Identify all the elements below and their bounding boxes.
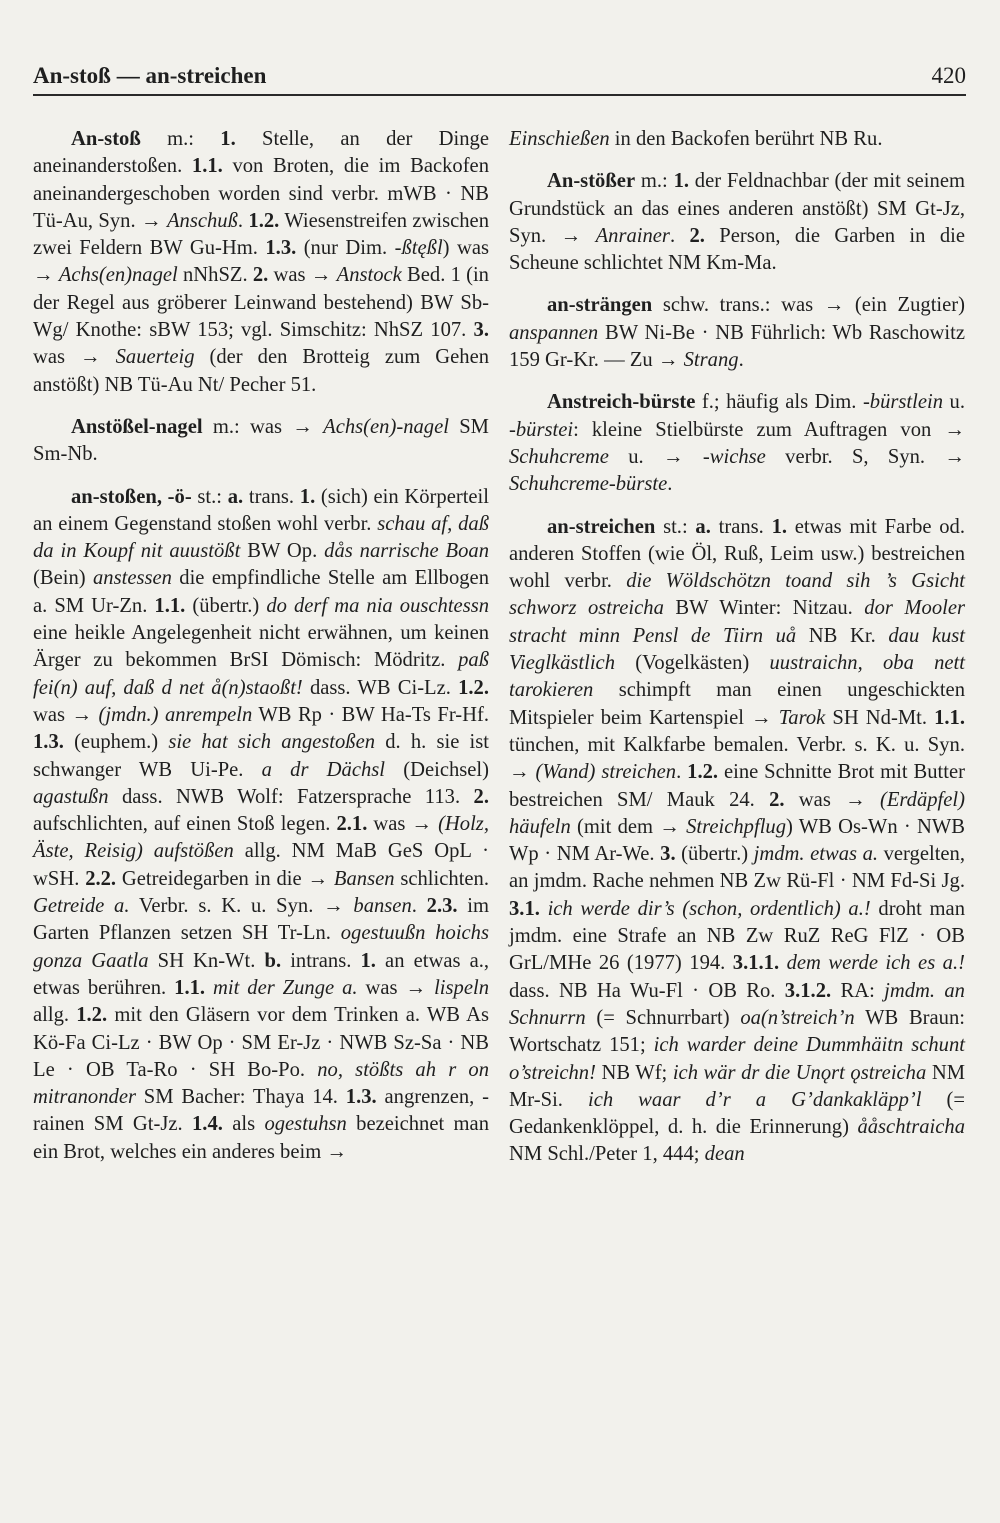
entry-an-straengen: an-strängen schw. trans.: was → (ein Zugtier) anspannen BW Ni-Be · NB Führlich: Wb Raschowitz 159 Gr-Kr. — Zu → Strang. <box>509 294 965 372</box>
entry-an-stoesser: An-stößer m.: 1. der Feldnachbar (der mit seinem Grundstück an das eines anderen anstößt) SM Gt-Jz, Syn. → Anrainer. 2. Person, die Garben in die Scheune schlichtet NM Km-Ma. <box>509 170 965 275</box>
page-number: 420 <box>931 63 966 88</box>
header-rule <box>33 94 966 96</box>
entry-an-stossen: an-stoßen, -ö- st.: a. trans. 1. (sich) ein Körperteil an einem Gegenstand stoßen wohl verbr. schau af, daß da in Koupf nit auustößt BW Op. dås narrische Boan (Bein) anstessen die empfindliche Stelle am Ellbogen a. SM Ur-Zn. 1.1. (übertr.) do derf ma nia ouschtessn eine heikle Angelegenheit nicht erwähnen, um keinen Ärger zu bekommen BrSI Dömisch: Mödritz. paß fei(n) auf, daß d net å(n)staoßt! dass. WB Ci-Lz. 1.2. was → (jmdn.) anrempeln WB Rp · BW Ha-Ts Fr-Hf. 1.3. (euphem.) sie hat sich angestoßen d. h. sie ist schwanger WB Ui-Pe. a dr Dächsl (Deichsel) agastußn dass. NWB Wolf: Fatzersprache 113. 2. aufschlichten, auf einen Stoß legen. 2.1. was → (Holz, Äste, Reisig) aufstößen allg. NM MaB GeS OpL · wSH. 2.2. Getreidegarben in die → Bansen schlichten. Getreide a. Verbr. s. K. u. Syn. → bansen. 2.3. im Garten Pflanzen setzen SH Tr-Ln. ogestuußn hoichs gonza Gaatla SH Kn-Wt. b. intrans. 1. an etwas a., etwas berühren. 1.1. mit der Zunge a. was → lispeln allg. 1.2. mit den Gläsern vor dem Trinken a. WB As Kö-Fa Ci-Lz · BW Op · SM Er-Jz · NWB Sz-Sa · NB Le · OB Ta-Ro · SH Bo-Po. no, stößts ah r on mitranonder SM Bacher: Thaya 14. 1.3. angrenzen, -rainen SM Gt-Jz. 1.4. als ogestuhsn bezeichnet man ein Brot, welches ein anderes beim → <box>33 485 490 1163</box>
left-column <box>33 126 489 1181</box>
right-column <box>509 126 965 1184</box>
entry-anstoessel-nagel: Anstößel-nagel m.: was → Achs(en)-nagel SM Sm-Nb. <box>33 415 489 466</box>
page-title: An-stoß — an-streichen <box>33 63 267 88</box>
entry-an-stossen-cont: Einschießen in den Backofen berührt NB Ru. <box>509 128 883 150</box>
entry-anstreich-buerste: Anstreich-bürste f.; häufig als Dim. -bürstlein u. -bürstei: kleine Stielbürste zum Auftragen von → Schuhcreme u. → -wichse verbr. S, Syn. → Schuhcreme-bürste. <box>509 391 965 496</box>
entry-an-streichen: an-streichen st.: a. trans. 1. etwas mit Farbe od. anderen Stoffen (wie Öl, Ruß, Leim usw.) bestreichen wohl verbr. die Wöldschötzn toand sih ’s Gsicht schworz ostreicha BW Winter: Nitzau. dor Mooler stracht minn Pensl de Tiirn uå NB Kr. dau kust Vieglkästlich (Vogelkästen) uustraichn, oba nett tarokieren schimpft man einen ungeschickten Mitspieler beim Kartenspiel → Tarok SH Nd-Mt. 1.1. tünchen, mit Kalkfarbe bemalen. Verbr. s. K. u. Syn. → (Wand) streichen. 1.2. eine Schnitte Brot mit Butter bestreichen SM/ Mauk 24. 2. was → (Erdäpfel) häufeln (mit dem → Streichpflug) WB Os-Wn · NWB Wp · NM Ar-We. 3. (übertr.) jmdm. etwas a. vergelten, an jmdm. Rache nehmen NB Zw Rü-Fl · NM Fd-Si Jg. 3.1. ich werde dir’s (schon, ordentlich) a.! droht man jmdm. eine Strafe an NB Zw RuZ ReG FlZ · OB GrL/MHe 26 (1977) 194. 3.1.1. dem werde ich es a.! dass. NB Ha Wu-Fl · OB Ro. 3.1.2. RA: jmdm. an Schnurrn (= Schnurrbart) oa(n’streich’n WB Braun: Wortschatz 151; ich warder deine Dummhäitn schunt o’streichn! NB Wf; ich wär dr die Unǫrt ǫstreicha NM Mr-Si. ich waar d’r a G’dankakläpp’l (= Gedankenklöppel, d. h. die Erinnerung) ååschtraicha NM Schl./Peter 1, 444; dean <box>509 515 966 1166</box>
entry-an-stoss: An-stoß m.: 1. Stelle, an der Dinge aneinanderstoßen. 1.1. von Broten, die im Backofen aneinandergeschoben worden sind verbr. mWB · NB Tü-Au, Syn. → Anschuß. 1.2. Wiesenstreifen zwischen zwei Feldern BW Gu-Hm. 1.3. (nur Dim. -ßtęßl) was → Achs(en)nagel nNhSZ. 2. was → Anstock Bed. 1 (in der Regel aus gröberer Leinwand bestehend) BW Sb-Wg/ Knothe: sBW 153; vgl. Simschitz: NhSZ 107. 3. was → Sauerteig (der den Brotteig zum Gehen anstößt) NB Tü-Au Nt/ Pecher 51. <box>33 128 490 396</box>
